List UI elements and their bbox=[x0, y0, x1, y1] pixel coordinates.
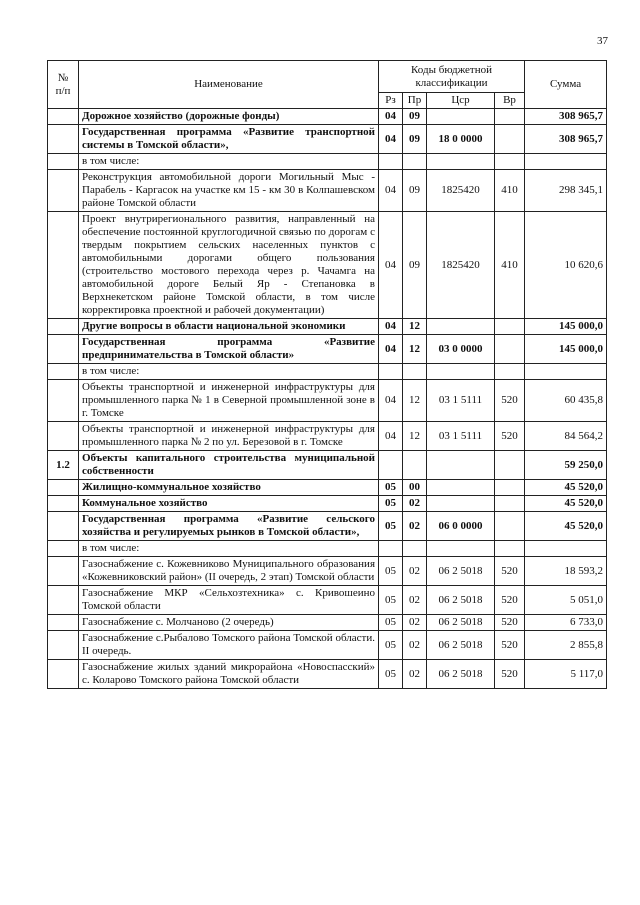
row-vr bbox=[495, 480, 525, 496]
row-pr bbox=[403, 451, 427, 480]
row-pr: 09 bbox=[403, 109, 427, 125]
row-num bbox=[48, 335, 79, 364]
row-csr bbox=[427, 109, 495, 125]
row-num bbox=[48, 480, 79, 496]
row-csr bbox=[427, 451, 495, 480]
row-num bbox=[48, 615, 79, 631]
row-vr: 520 bbox=[495, 557, 525, 586]
row-rz: 05 bbox=[379, 557, 403, 586]
row-sum: 10 620,6 bbox=[525, 212, 607, 319]
budget-table bbox=[47, 60, 607, 689]
row-pr: 12 bbox=[403, 335, 427, 364]
table-body bbox=[48, 109, 607, 689]
table-row bbox=[48, 125, 607, 154]
row-sum: 45 520,0 bbox=[525, 480, 607, 496]
row-csr bbox=[427, 541, 495, 557]
table-row bbox=[48, 335, 607, 364]
row-csr: 06 2 5018 bbox=[427, 557, 495, 586]
row-sum: 308 965,7 bbox=[525, 125, 607, 154]
row-rz: 04 bbox=[379, 422, 403, 451]
row-num bbox=[48, 154, 79, 170]
row-csr: 03 1 5111 bbox=[427, 380, 495, 422]
row-pr: 00 bbox=[403, 480, 427, 496]
row-vr bbox=[495, 335, 525, 364]
row-vr: 520 bbox=[495, 631, 525, 660]
row-rz: 04 bbox=[379, 212, 403, 319]
table-row bbox=[48, 586, 607, 615]
row-vr: 520 bbox=[495, 422, 525, 451]
row-name: в том числе: bbox=[79, 541, 379, 557]
row-sum bbox=[525, 364, 607, 380]
row-name: Объекты транспортной и инженерной инфраструктуры для промышленного парка № 1 в Северной промышленной зоне в г. Томске bbox=[79, 380, 379, 422]
row-name: Государственная программа «Развитие сельского хозяйства и регулируемых рынков в Томской области», bbox=[79, 512, 379, 541]
row-pr: 12 bbox=[403, 422, 427, 451]
table-row bbox=[48, 615, 607, 631]
header-name: Наименование bbox=[79, 61, 379, 109]
row-pr: 09 bbox=[403, 212, 427, 319]
row-sum: 6 733,0 bbox=[525, 615, 607, 631]
table-row bbox=[48, 631, 607, 660]
row-num bbox=[48, 319, 79, 335]
table-row bbox=[48, 364, 607, 380]
row-csr: 18 0 0000 bbox=[427, 125, 495, 154]
header-vr: Вр bbox=[495, 93, 525, 109]
table-row bbox=[48, 319, 607, 335]
row-rz: 04 bbox=[379, 125, 403, 154]
row-num bbox=[48, 496, 79, 512]
row-name: в том числе: bbox=[79, 154, 379, 170]
row-rz: 04 bbox=[379, 170, 403, 212]
row-name: Газоснабжение с. Кожевниково Муниципального образования «Кожевниковский район» (II очередь, 2 этап) Томской области bbox=[79, 557, 379, 586]
table-row bbox=[48, 480, 607, 496]
row-csr: 06 2 5018 bbox=[427, 660, 495, 689]
row-rz: 05 bbox=[379, 631, 403, 660]
header-sum: Сумма bbox=[525, 61, 607, 109]
row-rz: 05 bbox=[379, 480, 403, 496]
row-csr: 03 1 5111 bbox=[427, 422, 495, 451]
row-rz: 05 bbox=[379, 660, 403, 689]
row-rz bbox=[379, 541, 403, 557]
row-name: Другие вопросы в области национальной экономики bbox=[79, 319, 379, 335]
row-rz: 04 bbox=[379, 380, 403, 422]
row-vr bbox=[495, 496, 525, 512]
row-name: Объекты транспортной и инженерной инфраструктуры для промышленного парка № 2 по ул. Березовой в г. Томске bbox=[79, 422, 379, 451]
row-vr bbox=[495, 109, 525, 125]
row-vr: 410 bbox=[495, 212, 525, 319]
row-rz: 04 bbox=[379, 319, 403, 335]
row-pr bbox=[403, 364, 427, 380]
row-pr: 02 bbox=[403, 660, 427, 689]
table-row bbox=[48, 212, 607, 319]
row-name: Газоснабжение жилых зданий микрорайона «Новоспасский» с. Коларово Томского района Томской области bbox=[79, 660, 379, 689]
row-num: 1.2 bbox=[48, 451, 79, 480]
row-sum: 145 000,0 bbox=[525, 335, 607, 364]
row-sum: 59 250,0 bbox=[525, 451, 607, 480]
row-num bbox=[48, 631, 79, 660]
row-csr bbox=[427, 364, 495, 380]
row-vr: 410 bbox=[495, 170, 525, 212]
row-name: Дорожное хозяйство (дорожные фонды) bbox=[79, 109, 379, 125]
row-sum: 84 564,2 bbox=[525, 422, 607, 451]
row-rz: 05 bbox=[379, 615, 403, 631]
row-rz: 05 bbox=[379, 512, 403, 541]
row-num bbox=[48, 422, 79, 451]
row-num bbox=[48, 541, 79, 557]
table-row bbox=[48, 512, 607, 541]
row-vr bbox=[495, 451, 525, 480]
row-name: в том числе: bbox=[79, 364, 379, 380]
table-row bbox=[48, 380, 607, 422]
row-vr bbox=[495, 319, 525, 335]
table-row bbox=[48, 557, 607, 586]
row-pr: 02 bbox=[403, 557, 427, 586]
row-rz bbox=[379, 154, 403, 170]
row-vr bbox=[495, 541, 525, 557]
header-num: № п/п bbox=[48, 61, 79, 109]
table-header bbox=[48, 61, 607, 109]
row-sum bbox=[525, 154, 607, 170]
row-name: Объекты капитального строительства муниципальной собственности bbox=[79, 451, 379, 480]
row-pr: 02 bbox=[403, 512, 427, 541]
row-vr bbox=[495, 512, 525, 541]
row-num bbox=[48, 170, 79, 212]
row-sum: 45 520,0 bbox=[525, 496, 607, 512]
row-name: Газоснабжение МКР «Сельхозтехника» с. Кривошеино Томской области bbox=[79, 586, 379, 615]
row-vr bbox=[495, 125, 525, 154]
row-num bbox=[48, 125, 79, 154]
row-pr: 02 bbox=[403, 631, 427, 660]
row-pr: 02 bbox=[403, 496, 427, 512]
row-rz bbox=[379, 364, 403, 380]
table-row bbox=[48, 109, 607, 125]
row-csr: 06 0 0000 bbox=[427, 512, 495, 541]
row-num bbox=[48, 109, 79, 125]
row-vr bbox=[495, 364, 525, 380]
row-sum: 308 965,7 bbox=[525, 109, 607, 125]
row-vr: 520 bbox=[495, 380, 525, 422]
row-rz: 05 bbox=[379, 496, 403, 512]
row-vr: 520 bbox=[495, 615, 525, 631]
page-number: 37 bbox=[597, 35, 608, 47]
row-sum: 5 117,0 bbox=[525, 660, 607, 689]
row-name: Проект внутрирегионального развития, направленный на обеспечение постоянной круглогодичной связью по дорогам с твердым покрытием сельских населенных пунктов с автомобильными дорогами общего пользования (строительство мостового перехода через р. Чачамга на автомобильной дороге Белый Яр - Степановка в Верхнекетском районе Томской области, в том числе корректировка проектной и рабочей документации) bbox=[79, 212, 379, 319]
row-csr: 03 0 0000 bbox=[427, 335, 495, 364]
row-num bbox=[48, 212, 79, 319]
row-sum bbox=[525, 541, 607, 557]
row-vr: 520 bbox=[495, 586, 525, 615]
row-pr: 02 bbox=[403, 615, 427, 631]
row-name: Газоснабжение с. Молчаново (2 очередь) bbox=[79, 615, 379, 631]
row-num bbox=[48, 660, 79, 689]
row-name: Газоснабжение с.Рыбалово Томского района Томской области. II очередь. bbox=[79, 631, 379, 660]
row-name: Жилищно-коммунальное хозяйство bbox=[79, 480, 379, 496]
row-csr: 1825420 bbox=[427, 170, 495, 212]
row-sum: 2 855,8 bbox=[525, 631, 607, 660]
row-csr bbox=[427, 154, 495, 170]
row-num bbox=[48, 364, 79, 380]
row-vr bbox=[495, 154, 525, 170]
header-pr: Пр bbox=[403, 93, 427, 109]
row-csr: 06 2 5018 bbox=[427, 586, 495, 615]
row-rz: 04 bbox=[379, 335, 403, 364]
row-csr: 1825420 bbox=[427, 212, 495, 319]
row-sum: 45 520,0 bbox=[525, 512, 607, 541]
row-pr: 09 bbox=[403, 125, 427, 154]
row-name: Государственная программа «Развитие предпринимательства в Томской области» bbox=[79, 335, 379, 364]
row-name: Государственная программа «Развитие транспортной системы в Томской области», bbox=[79, 125, 379, 154]
row-pr bbox=[403, 541, 427, 557]
row-num bbox=[48, 512, 79, 541]
row-csr: 06 2 5018 bbox=[427, 615, 495, 631]
row-csr bbox=[427, 480, 495, 496]
row-sum: 298 345,1 bbox=[525, 170, 607, 212]
header-rz: Рз bbox=[379, 93, 403, 109]
row-rz: 04 bbox=[379, 109, 403, 125]
table-row bbox=[48, 660, 607, 689]
row-num bbox=[48, 557, 79, 586]
table-row bbox=[48, 154, 607, 170]
row-sum: 18 593,2 bbox=[525, 557, 607, 586]
table-row bbox=[48, 496, 607, 512]
table-row bbox=[48, 541, 607, 557]
row-pr: 09 bbox=[403, 170, 427, 212]
table-row bbox=[48, 170, 607, 212]
row-sum: 60 435,8 bbox=[525, 380, 607, 422]
row-rz: 05 bbox=[379, 586, 403, 615]
row-vr: 520 bbox=[495, 660, 525, 689]
row-sum: 145 000,0 bbox=[525, 319, 607, 335]
table-row bbox=[48, 422, 607, 451]
row-pr: 12 bbox=[403, 319, 427, 335]
row-num bbox=[48, 380, 79, 422]
row-num bbox=[48, 586, 79, 615]
table-row bbox=[48, 451, 607, 480]
row-rz bbox=[379, 451, 403, 480]
row-pr: 02 bbox=[403, 586, 427, 615]
header-csr: Цср bbox=[427, 93, 495, 109]
row-csr: 06 2 5018 bbox=[427, 631, 495, 660]
row-pr: 12 bbox=[403, 380, 427, 422]
row-pr bbox=[403, 154, 427, 170]
row-csr bbox=[427, 496, 495, 512]
row-name: Коммунальное хозяйство bbox=[79, 496, 379, 512]
row-csr bbox=[427, 319, 495, 335]
row-sum: 5 051,0 bbox=[525, 586, 607, 615]
header-codes: Коды бюджетной классификации bbox=[379, 61, 525, 93]
row-name: Реконструкция автомобильной дороги Могильный Мыс - Парабель - Каргасок на участке км 15 - км 30 в Колпашевском районе Томской области bbox=[79, 170, 379, 212]
